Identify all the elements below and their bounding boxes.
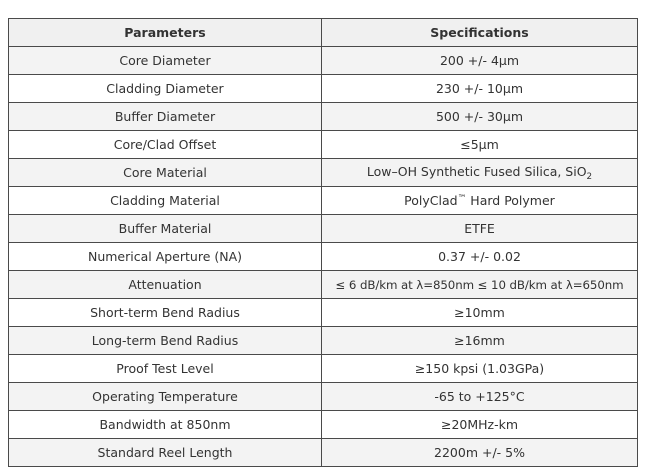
table-row bbox=[9, 271, 638, 299]
table-row bbox=[9, 439, 638, 467]
header-specifications: Specifications bbox=[322, 19, 638, 47]
parameter-cell: Operating Temperature bbox=[9, 383, 322, 411]
table-row bbox=[9, 159, 638, 187]
parameter-cell: Cladding Material bbox=[9, 187, 322, 215]
table-header-row bbox=[9, 19, 638, 47]
specification-cell: ≥16mm bbox=[322, 327, 638, 355]
specification-cell: 200 +/- 4µm bbox=[322, 47, 638, 75]
parameter-cell: Attenuation bbox=[9, 271, 322, 299]
header-parameters: Parameters bbox=[9, 19, 322, 47]
parameter-cell: Long-term Bend Radius bbox=[9, 327, 322, 355]
parameter-cell: Proof Test Level bbox=[9, 355, 322, 383]
specification-cell bbox=[322, 159, 638, 187]
trademark-superscript: ™ bbox=[457, 194, 467, 204]
parameter-cell: Core Diameter bbox=[9, 47, 322, 75]
parameter-cell: Buffer Diameter bbox=[9, 103, 322, 131]
table-row bbox=[9, 75, 638, 103]
specification-subscript: 2 bbox=[586, 171, 593, 182]
table-row bbox=[9, 411, 638, 439]
specification-cell: 500 +/- 30µm bbox=[322, 103, 638, 131]
specification-cell: ≥150 kpsi (1.03GPa) bbox=[322, 355, 638, 383]
specification-cell: ETFE bbox=[322, 215, 638, 243]
table-row bbox=[9, 299, 638, 327]
parameter-cell: Standard Reel Length bbox=[9, 439, 322, 467]
parameter-cell: Numerical Aperture (NA) bbox=[9, 243, 322, 271]
table-row bbox=[9, 187, 638, 215]
table-row bbox=[9, 215, 638, 243]
table-row bbox=[9, 243, 638, 271]
specification-cell: ≤5µm bbox=[322, 131, 638, 159]
specification-cell: 230 +/- 10µm bbox=[322, 75, 638, 103]
specification-suffix: Hard Polymer bbox=[466, 193, 555, 208]
table-row bbox=[9, 103, 638, 131]
table-row bbox=[9, 355, 638, 383]
parameter-cell: Core/Clad Offset bbox=[9, 131, 322, 159]
specification-cell: ≥10mm bbox=[322, 299, 638, 327]
specification-cell: ≥20MHz-km bbox=[322, 411, 638, 439]
parameter-cell: Buffer Material bbox=[9, 215, 322, 243]
specification-cell: 0.37 +/- 0.02 bbox=[322, 243, 638, 271]
table-row bbox=[9, 383, 638, 411]
parameter-cell: Short-term Bend Radius bbox=[9, 299, 322, 327]
specification-cell: -65 to +125°C bbox=[322, 383, 638, 411]
specification-cell: ≤ 6 dB/km at λ=850nm ≤ 10 dB/km at λ=650nm bbox=[322, 271, 638, 299]
specifications-table bbox=[8, 18, 638, 467]
table-row bbox=[9, 327, 638, 355]
parameter-cell: Cladding Diameter bbox=[9, 75, 322, 103]
parameter-cell: Core Material bbox=[9, 159, 322, 187]
specification-text: PolyClad bbox=[404, 193, 458, 208]
specification-text: Low–OH Synthetic Fused Silica, SiO bbox=[366, 163, 587, 179]
specification-cell bbox=[322, 187, 638, 215]
table-row bbox=[9, 47, 638, 75]
parameter-cell: Bandwidth at 850nm bbox=[9, 411, 322, 439]
specification-cell: 2200m +/- 5% bbox=[322, 439, 638, 467]
table-row bbox=[9, 131, 638, 159]
